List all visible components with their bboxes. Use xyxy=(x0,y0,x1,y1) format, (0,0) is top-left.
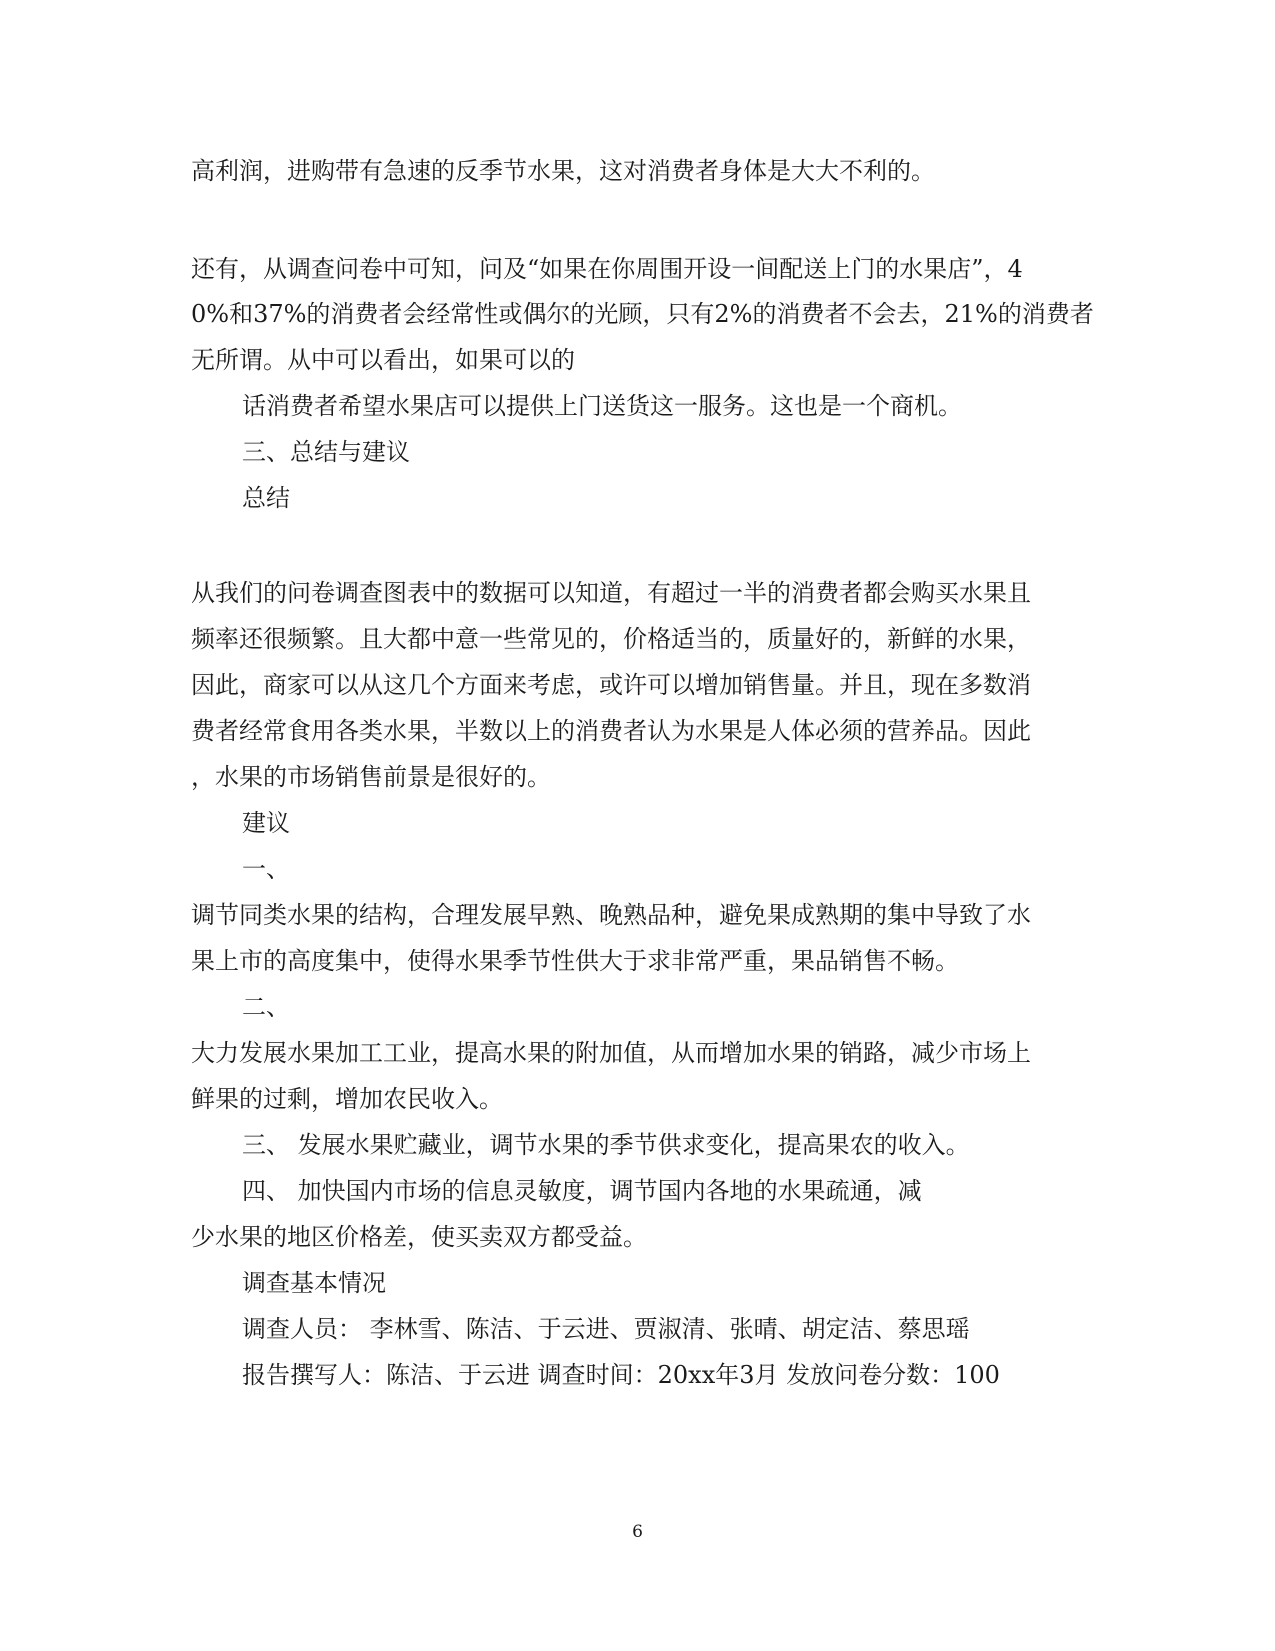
paragraph-line: 话消费者希望水果店可以提供上门送货这一服务。这也是一个商机。 xyxy=(242,392,962,420)
paragraph-line: 大力发展水果加工工业，提高水果的附加值，从而增加水果的销路，减少市场上 xyxy=(191,1039,1031,1067)
paragraph-line: 果上市的高度集中，使得水果季节性供大于求非常严重，果品销售不畅。 xyxy=(191,947,959,975)
list-marker: 一、 xyxy=(242,855,290,883)
paragraph-line: 报告撰写人：陈洁、于云进 调查时间：20xx年3月 发放问卷分数：100 xyxy=(242,1361,1000,1389)
paragraph-line: 从我们的问卷调查图表中的数据可以知道，有超过一半的消费者都会购买水果且 xyxy=(191,579,1031,607)
list-item: 三、 发展水果贮藏业，调节水果的季节供求变化，提高果农的收入。 xyxy=(242,1131,970,1159)
subsection-heading: 建议 xyxy=(242,809,290,837)
paragraph-line: 少水果的地区价格差，使买卖双方都受益。 xyxy=(191,1223,647,1251)
paragraph-line: 因此，商家可以从这几个方面来考虑，或许可以增加销售量。并且，现在多数消 xyxy=(191,671,1031,699)
paragraph-line: 高利润，进购带有急速的反季节水果，这对消费者身体是大大不利的。 xyxy=(191,157,935,185)
page-number: 6 xyxy=(632,1522,643,1542)
paragraph-line: 频率还很频繁。且大都中意一些常见的，价格适当的，质量好的，新鲜的水果， xyxy=(191,625,1031,653)
paragraph-line: 还有，从调查问卷中可知，问及“如果在你周围开设一间配送上门的水果店”，4 xyxy=(191,255,1023,283)
paragraph-line: 调节同类水果的结构，合理发展早熟、晚熟品种，避免果成熟期的集中导致了水 xyxy=(191,901,1031,929)
paragraph-line: 无所谓。从中可以看出，如果可以的 xyxy=(191,346,575,374)
subsection-heading: 调查基本情况 xyxy=(242,1269,386,1297)
section-heading: 三、总结与建议 xyxy=(242,438,410,466)
paragraph-line: ，水果的市场销售前景是很好的。 xyxy=(191,763,551,791)
list-item: 四、 加快国内市场的信息灵敏度，调节国内各地的水果疏通，减 xyxy=(242,1177,922,1205)
list-marker: 二、 xyxy=(242,993,290,1021)
paragraph-line: 费者经常食用各类水果，半数以上的消费者认为水果是人体必须的营养品。因此 xyxy=(191,717,1031,745)
paragraph-line: 调查人员： 李林雪、陈洁、于云进、贾淑清、张晴、胡定洁、蔡思瑶 xyxy=(242,1315,970,1343)
paragraph-line: 鲜果的过剩，增加农民收入。 xyxy=(191,1085,503,1113)
paragraph-line: 0%和37%的消费者会经常性或偶尔的光顾，只有2%的消费者不会去，21%的消费者 xyxy=(191,300,1094,328)
subsection-heading: 总结 xyxy=(242,484,290,512)
